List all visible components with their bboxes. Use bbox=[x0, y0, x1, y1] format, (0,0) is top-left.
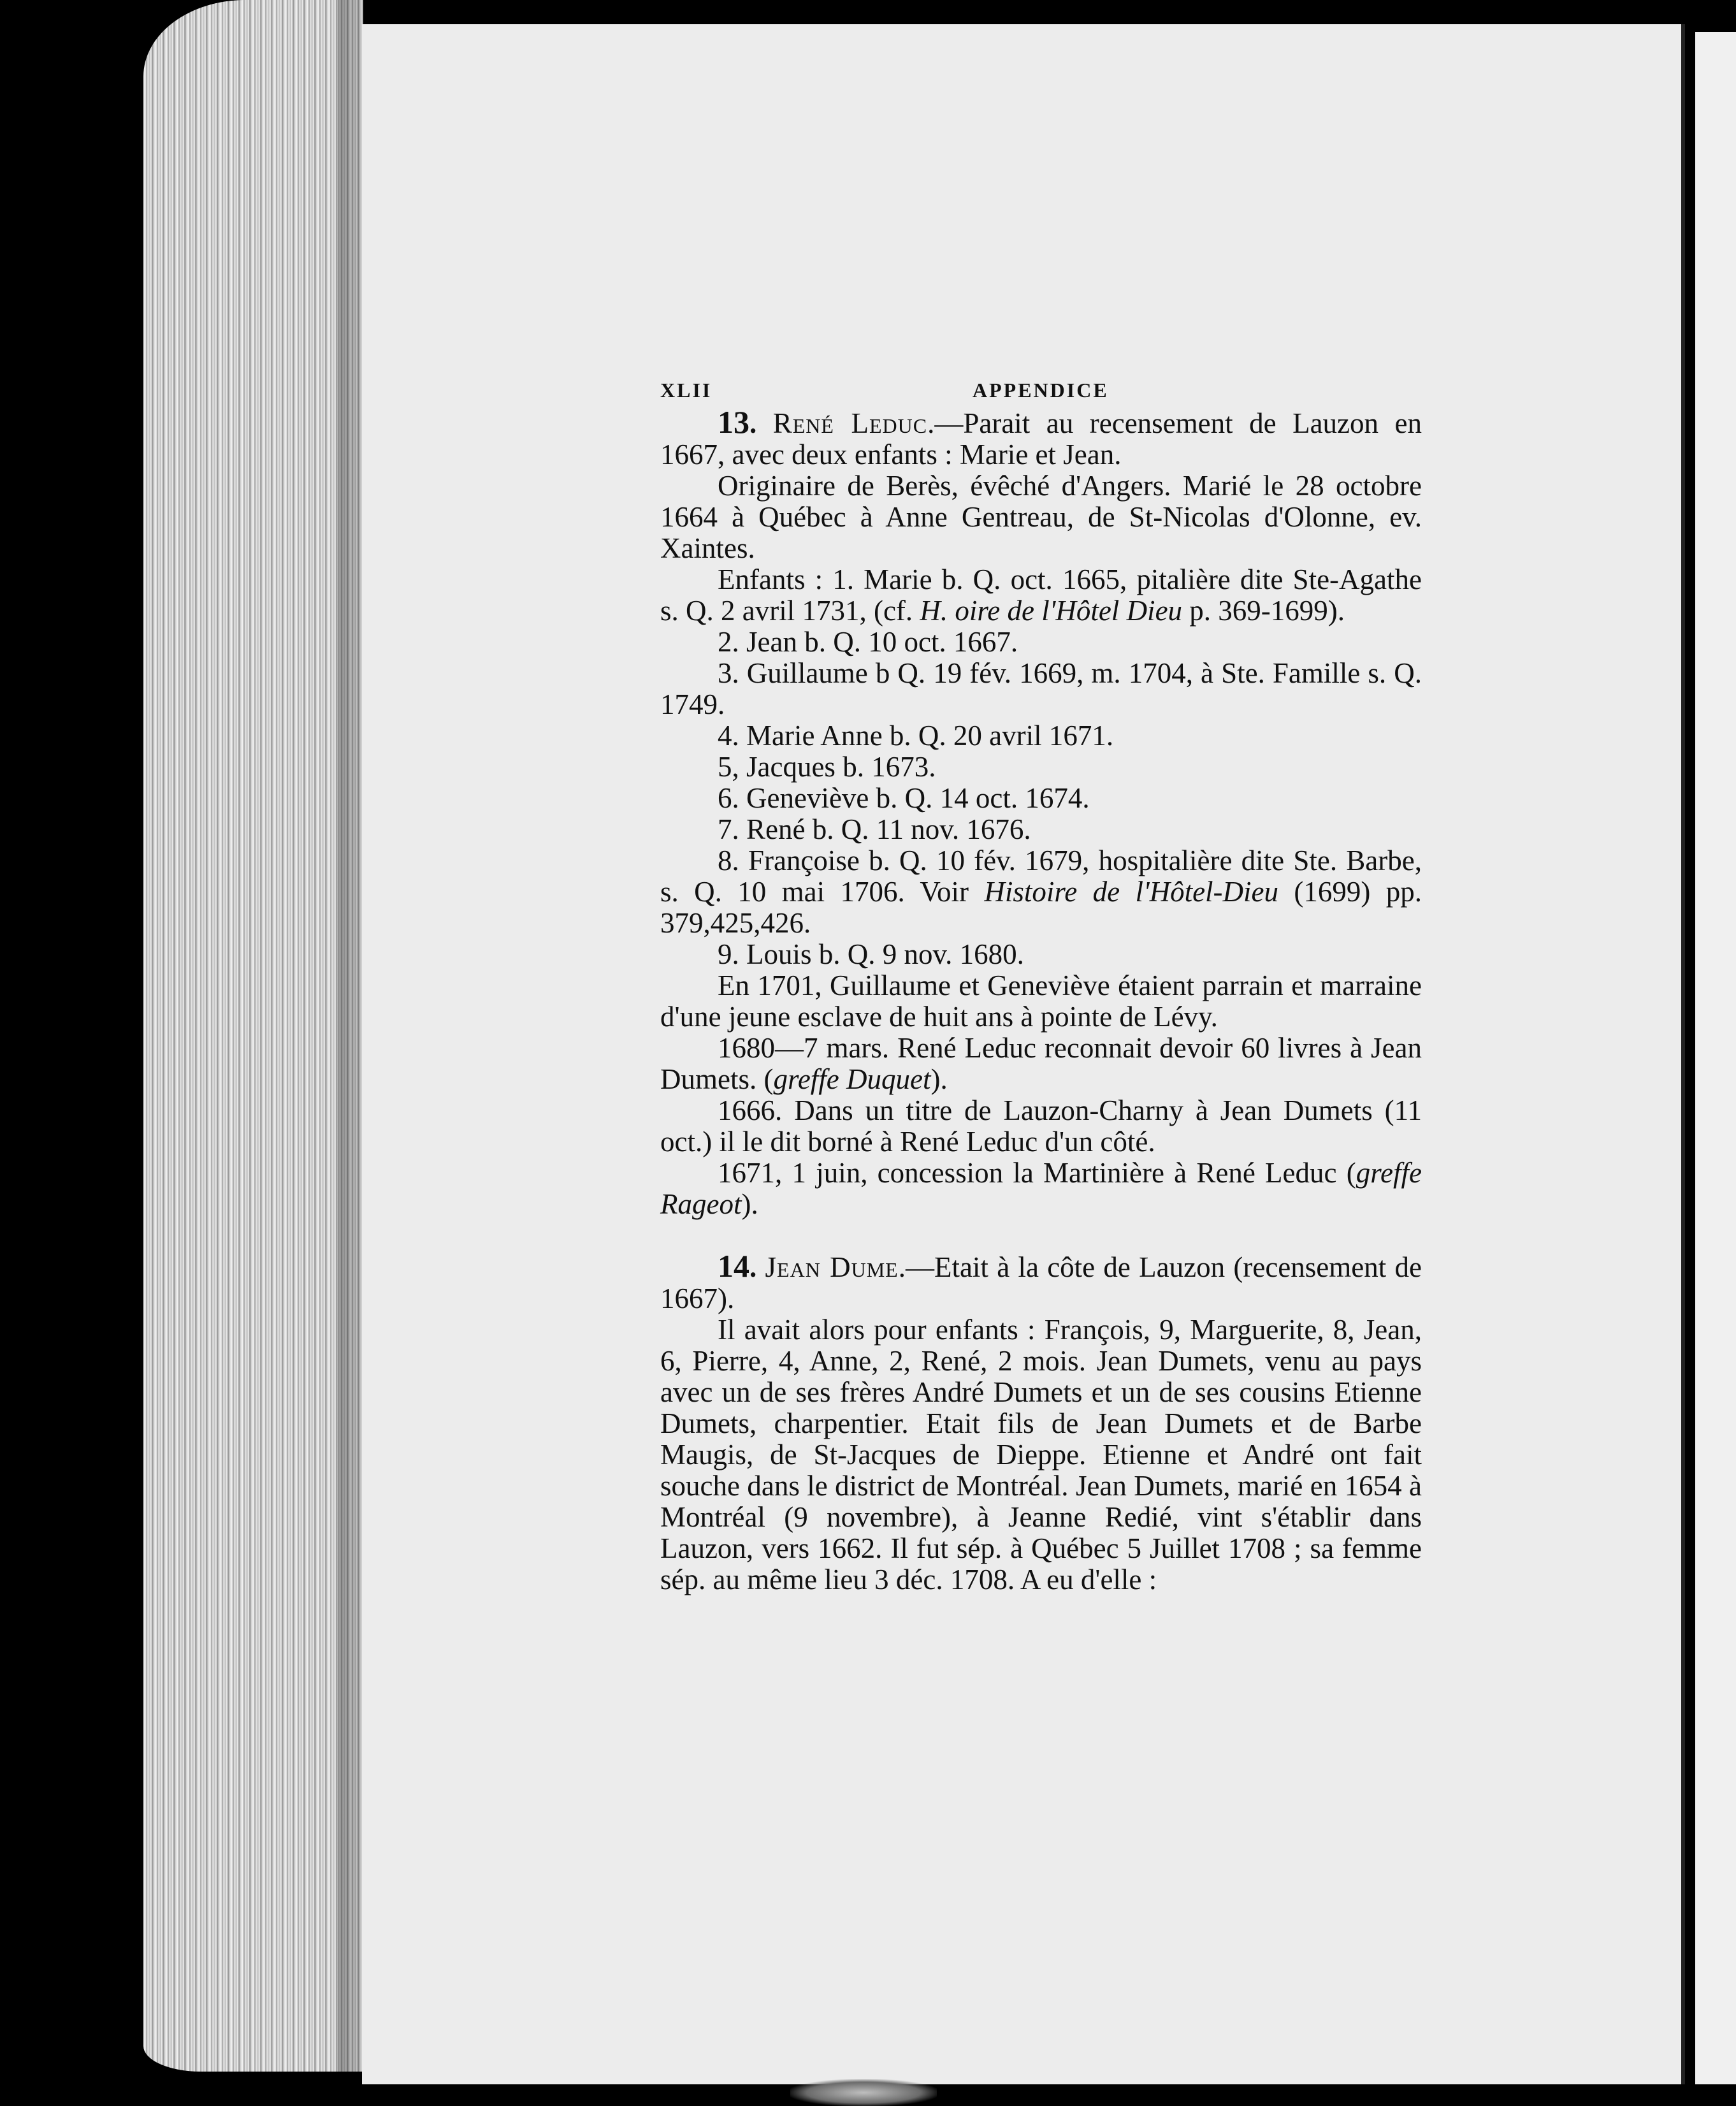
entry-13-child-4: 4. Marie Anne b. Q. 20 avril 1671. bbox=[718, 720, 1114, 752]
children-text-c: p. 369-1699). bbox=[1182, 595, 1345, 627]
entry-13-child-9: 9. Louis b. Q. 9 nov. 1680. bbox=[718, 938, 1024, 970]
para1680-reference: greffe Duquet bbox=[773, 1063, 931, 1095]
entry-13-children-1 bbox=[660, 564, 1422, 627]
children-text-a: Enfants : 1. Marie b. Q. oct. 1665, bbox=[718, 563, 1137, 595]
entry-13-para-1671 bbox=[660, 1158, 1422, 1220]
entry-13-child-6: 6. Geneviève b. Q. 14 oct. 1674. bbox=[718, 782, 1090, 814]
entry-13-child-8 bbox=[660, 845, 1422, 939]
scan-blot bbox=[790, 2079, 937, 2106]
children-text-b: pitalière dite Ste-Agathe s. Q. 2 avril 1731, (cf. bbox=[660, 563, 1422, 627]
para1671-reference: greffe Rageot bbox=[660, 1157, 1422, 1220]
entry-intro-text: .—Etait à la côte de Lauzon (recensement de 1667). bbox=[660, 1251, 1422, 1314]
children-reference: H. oire de l'Hôtel Dieu bbox=[920, 595, 1183, 627]
entry-13-para-1701: En 1701, Guillaume et Geneviève étaient parrain et marraine d'une jeune esclave de huit ans à pointe de Lévy. bbox=[660, 969, 1422, 1033]
child8-text-a: 8. Françoise b. Q. 10 fév. 1679, hospitalière dite Ste. Barbe, s. Q. 10 mai 1706. Voir bbox=[660, 845, 1422, 908]
entry-13-child-7: 7. René b. Q. 11 nov. 1676. bbox=[718, 813, 1031, 845]
entry-number: 13 bbox=[718, 404, 749, 440]
para1671-text-a: 1671, 1 juin, concession la Martinière à René Leduc ( bbox=[718, 1157, 1356, 1189]
page-text bbox=[660, 367, 1422, 1595]
entry-13-para-1680 bbox=[660, 1033, 1422, 1095]
entry-13-child-2: 2. Jean b. Q. 10 oct. 1667. bbox=[718, 626, 1018, 658]
page-number: XLII bbox=[660, 379, 712, 402]
entry-number: 14 bbox=[718, 1248, 749, 1284]
para1680-text-b: ). bbox=[930, 1063, 948, 1095]
para1680-text-a: 1680—7 mars. René Leduc reconnait devoir 60 livres à Jean Dumets. ( bbox=[660, 1032, 1422, 1095]
next-page-edge bbox=[1695, 32, 1736, 2084]
entry-13-origin: Originaire de Berès, évêché d'Angers. Marié le 28 octobre 1664 à Québec à Anne Gentreau, de St-Nicolas d'Olonne, ev. Xaintes. bbox=[660, 470, 1422, 564]
book-page-edges bbox=[143, 0, 363, 2072]
entry-intro-text: .—Parait au recensement de Lauzon en 1667, avec deux enfants : Marie et Jean. bbox=[660, 407, 1422, 470]
child8-reference: Histoire de l'Hôtel-Dieu bbox=[984, 876, 1279, 908]
entry-13-child-5: 5, Jacques b. 1673. bbox=[718, 751, 936, 783]
entry-14-para-1: Il avait alors pour enfants : François, 9, Marguerite, 8, Jean, 6, Pierre, 4, Anne, 2, René, 2 mois. Jean Dumets, venu au pays avec un de ses frères André Dumets et un de ses cousins Etienne Dumets, charpentier. Etait fils de Jean Dumets et de Barbe Maugis, de St-Jacques de Dieppe. Etienne et André ont fait souche dans le district de Montréal. Jean Dumets, marié en 1654 à Montréal (9 novembre), à Jeanne Redié, vint s'établir dans Lauzon, vers 1662. Il fut sép. à Québec 5 Juillet 1708 ; sa femme sép. au même lieu 3 déc. 1708. A eu d'elle : bbox=[660, 1314, 1422, 1595]
entry-name: Jean Dume bbox=[765, 1251, 899, 1283]
child8-text-b: (1699) pp. 379,425,426. bbox=[660, 876, 1422, 939]
running-header bbox=[660, 367, 1422, 407]
para1671-text-b: ). bbox=[741, 1188, 758, 1220]
entry-13-child-3: 3. Guillaume b Q. 19 fév. 1669, m. 1704, à Ste. Famille s. Q. 1749. bbox=[660, 657, 1422, 720]
entry-name: René Leduc bbox=[772, 407, 928, 439]
entry-13-intro: 13. René Leduc.—Parait au recensement de Lauzon en 1667, avec deux enfants : Marie et Jean. bbox=[660, 404, 1422, 470]
running-title: APPENDICE bbox=[973, 379, 1109, 402]
entry-13-para-1666: 1666. Dans un titre de Lauzon-Charny à Jean Dumets (11 oct.) il le dit borné à René Leduc d'un côté. bbox=[660, 1094, 1422, 1158]
entry-14-intro: 14. Jean Dume.—Etait à la côte de Lauzon (recensement de 1667). bbox=[660, 1248, 1422, 1314]
